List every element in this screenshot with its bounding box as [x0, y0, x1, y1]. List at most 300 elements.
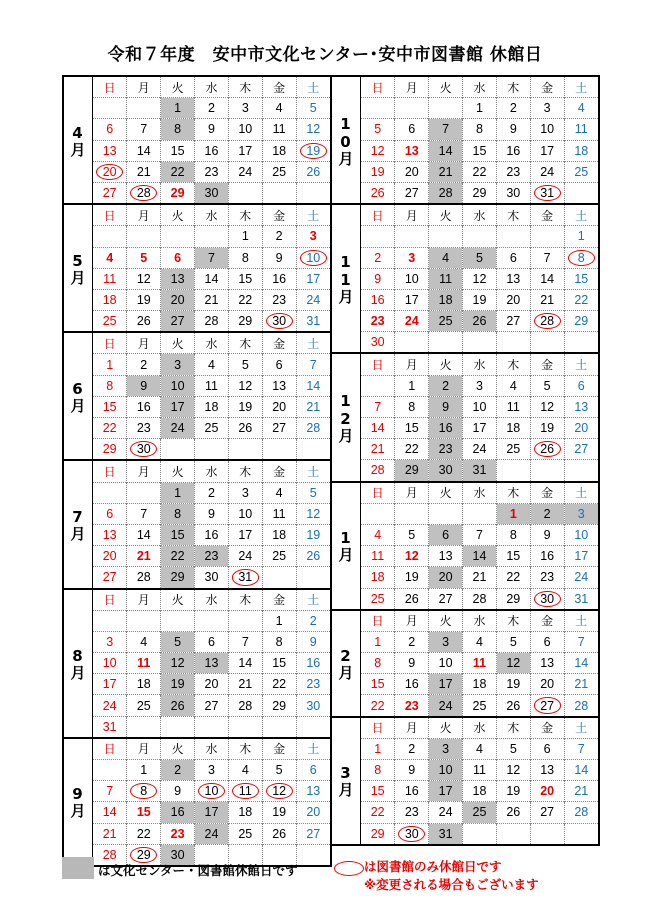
month-block [64, 590, 330, 739]
month-block [64, 461, 330, 589]
day-cell: 8 [463, 119, 497, 140]
day-cell: 16 [496, 140, 530, 161]
day-cell [463, 823, 497, 844]
day-cell: 26 [530, 439, 564, 460]
day-cell: 19 [496, 674, 530, 695]
day-cell: 22 [161, 546, 195, 567]
weekday-header: 月 [127, 739, 161, 760]
day-cell: 1 [564, 226, 598, 247]
weekday-header: 金 [262, 205, 296, 226]
day-cell: 21 [463, 567, 497, 588]
week-row [361, 119, 598, 140]
day-cell: 27 [93, 567, 127, 588]
month-label-text: 2月 [336, 646, 355, 680]
weekday-header: 日 [103, 593, 116, 608]
weekday-header: 日 [103, 336, 116, 351]
day-cell: 27 [530, 802, 564, 823]
day-cell [564, 823, 598, 844]
weekday-header: 水 [463, 77, 497, 98]
week-row [361, 823, 598, 844]
day-cell: 2 [195, 98, 229, 119]
day-cell: 10 [429, 653, 463, 674]
day-cell [395, 226, 429, 247]
weekday-header: 土 [564, 718, 598, 739]
day-cell: 23 [262, 289, 296, 310]
weekday-header: 金 [530, 718, 564, 739]
day-cell [564, 332, 598, 353]
month-block [64, 77, 330, 205]
day-cell: 15 [463, 140, 497, 161]
month-label-text: 4月 [68, 123, 87, 157]
day-cell: 9 [195, 503, 229, 524]
day-cell [127, 610, 161, 631]
day-cell: 30 [429, 460, 463, 481]
day-cell: 11 [564, 119, 598, 140]
day-cell: 4 [195, 354, 229, 375]
day-cell: 5 [161, 631, 195, 652]
weekday-header: 木 [228, 77, 262, 98]
day-cell: 6 [395, 119, 429, 140]
day-cell: 20 [93, 161, 127, 182]
day-cell: 26 [361, 182, 395, 203]
day-cell: 1 [161, 98, 195, 119]
day-cell: 29 [361, 823, 395, 844]
day-cell [262, 716, 296, 737]
calendar-column-left [62, 75, 332, 867]
day-cell: 28 [564, 802, 598, 823]
day-cell [161, 226, 195, 247]
day-cell: 4 [463, 738, 497, 759]
day-cell: 9 [296, 631, 330, 652]
day-cell: 12 [296, 503, 330, 524]
day-cell [296, 439, 330, 460]
week-row [93, 226, 330, 247]
day-cell: 18 [195, 396, 229, 417]
calendar-column-right [330, 75, 600, 846]
day-cell: 29 [564, 311, 598, 332]
month-grid [361, 354, 598, 480]
day-cell [93, 610, 127, 631]
day-cell: 18 [228, 802, 262, 823]
day-cell: 26 [496, 695, 530, 716]
week-row [93, 289, 330, 310]
day-cell [564, 182, 598, 203]
day-cell: 24 [228, 546, 262, 567]
day-cell: 12 [395, 546, 429, 567]
month-label [332, 718, 361, 844]
week-row [93, 695, 330, 716]
week-row [93, 396, 330, 417]
month-grid [361, 483, 598, 609]
month-label-text: 12月 [336, 392, 355, 443]
day-cell: 4 [262, 482, 296, 503]
day-cell: 3 [429, 738, 463, 759]
day-cell: 6 [195, 631, 229, 652]
week-row [361, 289, 598, 310]
month-block [332, 205, 598, 354]
day-cell: 18 [564, 140, 598, 161]
day-cell [127, 98, 161, 119]
day-cell: 26 [296, 546, 330, 567]
day-cell [496, 332, 530, 353]
weekday-header: 火 [429, 354, 463, 375]
month-block [332, 483, 598, 611]
day-cell [262, 439, 296, 460]
day-cell: 17 [296, 268, 330, 289]
day-cell [195, 716, 229, 737]
day-cell: 1 [395, 375, 429, 396]
day-cell: 4 [262, 98, 296, 119]
day-cell: 31 [228, 567, 262, 588]
day-cell: 1 [127, 760, 161, 781]
day-cell: 5 [228, 354, 262, 375]
day-cell: 8 [361, 760, 395, 781]
week-row [361, 439, 598, 460]
day-cell: 27 [161, 311, 195, 332]
day-cell: 30 [296, 695, 330, 716]
day-cell: 17 [429, 781, 463, 802]
day-cell: 20 [93, 546, 127, 567]
week-row [361, 332, 598, 353]
day-cell: 30 [262, 311, 296, 332]
weekday-header: 金 [262, 333, 296, 354]
weekday-header: 金 [262, 461, 296, 482]
day-cell: 2 [361, 247, 395, 268]
day-cell: 21 [564, 781, 598, 802]
day-cell [93, 482, 127, 503]
day-cell: 9 [361, 268, 395, 289]
day-cell: 7 [127, 503, 161, 524]
day-cell: 20 [195, 674, 229, 695]
day-cell: 10 [296, 247, 330, 268]
day-cell: 10 [463, 396, 497, 417]
day-cell: 19 [262, 802, 296, 823]
weekday-header: 日 [103, 742, 116, 757]
day-cell: 6 [161, 247, 195, 268]
weekday-header: 月 [127, 461, 161, 482]
day-cell: 18 [361, 567, 395, 588]
day-cell: 5 [127, 247, 161, 268]
day-cell: 27 [195, 695, 229, 716]
day-cell: 28 [564, 695, 598, 716]
day-cell: 1 [161, 482, 195, 503]
weekday-header: 日 [371, 614, 384, 629]
day-cell [463, 226, 497, 247]
week-row [361, 781, 598, 802]
day-cell: 23 [496, 161, 530, 182]
day-cell [395, 503, 429, 524]
day-cell: 13 [93, 524, 127, 545]
day-cell: 30 [361, 332, 395, 353]
day-cell: 7 [564, 738, 598, 759]
day-cell: 24 [228, 161, 262, 182]
day-cell: 11 [228, 781, 262, 802]
day-cell: 17 [93, 674, 127, 695]
day-cell: 26 [496, 802, 530, 823]
week-row [361, 226, 598, 247]
month-label-text: 10月 [336, 114, 355, 166]
day-cell: 31 [463, 460, 497, 481]
day-cell [530, 332, 564, 353]
weekday-header: 月 [127, 205, 161, 226]
day-cell: 1 [262, 610, 296, 631]
day-cell: 20 [262, 396, 296, 417]
weekday-header: 水 [195, 77, 229, 98]
day-cell: 31 [564, 588, 598, 609]
day-cell: 19 [530, 418, 564, 439]
day-cell: 25 [496, 439, 530, 460]
day-cell: 26 [127, 311, 161, 332]
day-cell: 16 [195, 524, 229, 545]
day-cell: 21 [296, 396, 330, 417]
weekday-header: 水 [463, 205, 497, 226]
weekday-header: 水 [195, 205, 229, 226]
weekday-header: 日 [371, 80, 384, 95]
day-cell: 14 [564, 653, 598, 674]
day-cell: 15 [361, 674, 395, 695]
month-label [64, 461, 93, 587]
day-cell: 19 [496, 781, 530, 802]
day-cell: 23 [296, 674, 330, 695]
week-row [93, 503, 330, 524]
day-cell: 4 [127, 631, 161, 652]
day-cell: 6 [530, 738, 564, 759]
day-cell: 7 [530, 247, 564, 268]
day-cell: 15 [161, 140, 195, 161]
day-cell: 8 [228, 247, 262, 268]
day-cell: 29 [496, 588, 530, 609]
week-row [361, 631, 598, 652]
day-cell: 17 [463, 418, 497, 439]
day-cell [195, 439, 229, 460]
day-cell: 2 [127, 354, 161, 375]
day-cell: 12 [463, 268, 497, 289]
week-row [361, 674, 598, 695]
month-grid [93, 461, 330, 587]
week-row [93, 311, 330, 332]
day-cell: 13 [530, 653, 564, 674]
day-cell: 3 [530, 98, 564, 119]
page-title: 令和７年度 安中市文化センター･安中市図書館 休館日 [107, 45, 543, 65]
day-cell: 11 [262, 119, 296, 140]
weekday-header: 金 [530, 205, 564, 226]
week-row [93, 823, 330, 844]
weekday-header: 土 [296, 77, 330, 98]
day-cell: 30 [195, 182, 229, 203]
day-cell: 25 [361, 588, 395, 609]
month-grid [93, 739, 330, 865]
day-cell: 10 [161, 375, 195, 396]
day-cell: 14 [195, 268, 229, 289]
day-cell: 15 [361, 781, 395, 802]
day-cell: 17 [395, 289, 429, 310]
day-cell [564, 460, 598, 481]
day-cell: 22 [127, 823, 161, 844]
weekday-header: 土 [564, 354, 598, 375]
day-cell: 11 [93, 268, 127, 289]
legend [62, 853, 582, 903]
week-row [93, 140, 330, 161]
day-cell [195, 226, 229, 247]
day-cell: 5 [361, 119, 395, 140]
day-cell: 7 [195, 247, 229, 268]
month-label [64, 77, 93, 203]
week-row [361, 418, 598, 439]
day-cell: 17 [429, 674, 463, 695]
day-cell [361, 98, 395, 119]
day-cell [361, 375, 395, 396]
weekday-header: 土 [296, 461, 330, 482]
day-cell: 21 [361, 439, 395, 460]
weekday-header: 日 [371, 486, 384, 501]
day-cell: 25 [429, 311, 463, 332]
weekday-header: 土 [296, 205, 330, 226]
day-cell [93, 226, 127, 247]
day-cell: 14 [361, 418, 395, 439]
day-cell: 9 [395, 760, 429, 781]
day-cell: 20 [161, 289, 195, 310]
day-cell: 7 [361, 396, 395, 417]
day-cell: 6 [93, 503, 127, 524]
week-row [361, 738, 598, 759]
day-cell: 28 [429, 182, 463, 203]
month-block [64, 333, 330, 461]
weekday-header: 木 [496, 77, 530, 98]
day-cell: 4 [93, 247, 127, 268]
day-cell: 6 [296, 760, 330, 781]
weekday-header: 日 [103, 80, 116, 95]
week-row [93, 653, 330, 674]
day-cell: 21 [530, 289, 564, 310]
day-cell: 28 [195, 311, 229, 332]
day-cell: 21 [228, 674, 262, 695]
day-cell: 16 [296, 653, 330, 674]
day-cell: 3 [93, 631, 127, 652]
day-cell: 16 [361, 289, 395, 310]
day-cell: 19 [296, 524, 330, 545]
weekday-header: 月 [395, 205, 429, 226]
day-cell [429, 226, 463, 247]
weekday-header: 火 [161, 461, 195, 482]
weekday-header: 日 [371, 721, 384, 736]
day-cell: 22 [161, 161, 195, 182]
month-label-text: 11月 [336, 253, 355, 305]
day-cell: 3 [429, 631, 463, 652]
day-cell: 22 [228, 289, 262, 310]
day-cell [530, 226, 564, 247]
day-cell: 6 [564, 375, 598, 396]
day-cell: 20 [429, 567, 463, 588]
day-cell: 14 [429, 140, 463, 161]
day-cell: 31 [296, 311, 330, 332]
day-cell: 18 [93, 289, 127, 310]
week-row [93, 418, 330, 439]
legend-circle-note: は図書館のみ休館日です [364, 859, 502, 874]
weekday-header: 火 [161, 333, 195, 354]
day-cell: 17 [564, 546, 598, 567]
day-cell: 6 [429, 524, 463, 545]
week-row [93, 439, 330, 460]
day-cell: 30 [530, 588, 564, 609]
day-cell: 13 [564, 396, 598, 417]
weekday-header: 火 [161, 77, 195, 98]
day-cell: 8 [564, 247, 598, 268]
weekday-header: 金 [262, 77, 296, 98]
red-circle-swatch [334, 861, 364, 876]
day-cell: 9 [496, 119, 530, 140]
day-cell: 16 [195, 140, 229, 161]
day-cell: 9 [262, 247, 296, 268]
day-cell: 11 [262, 503, 296, 524]
day-cell [228, 610, 262, 631]
weekday-header: 木 [228, 333, 262, 354]
month-block [64, 739, 330, 865]
week-row [361, 695, 598, 716]
week-row [361, 760, 598, 781]
day-cell: 8 [93, 375, 127, 396]
day-cell [127, 482, 161, 503]
week-row [361, 182, 598, 203]
day-cell: 29 [161, 567, 195, 588]
weekday-header: 木 [496, 718, 530, 739]
day-cell: 30 [161, 844, 195, 865]
day-cell: 29 [262, 695, 296, 716]
day-cell [127, 226, 161, 247]
day-cell: 6 [262, 354, 296, 375]
day-cell: 25 [262, 546, 296, 567]
day-cell: 20 [530, 674, 564, 695]
weekday-header: 土 [564, 611, 598, 632]
week-row [361, 653, 598, 674]
day-cell [161, 610, 195, 631]
day-cell: 24 [395, 311, 429, 332]
day-cell: 26 [262, 823, 296, 844]
day-cell: 14 [564, 760, 598, 781]
day-cell: 30 [496, 182, 530, 203]
day-cell: 13 [195, 653, 229, 674]
weekday-header: 月 [395, 354, 429, 375]
day-cell: 15 [127, 802, 161, 823]
day-cell: 13 [395, 140, 429, 161]
month-block [332, 718, 598, 844]
day-cell: 7 [463, 524, 497, 545]
day-cell: 26 [463, 311, 497, 332]
day-cell: 17 [228, 524, 262, 545]
week-row [93, 567, 330, 588]
day-cell: 15 [93, 396, 127, 417]
month-label [332, 354, 361, 480]
weekday-header: 木 [496, 354, 530, 375]
weekday-header: 火 [429, 483, 463, 504]
week-row [361, 567, 598, 588]
day-cell: 15 [564, 268, 598, 289]
weekday-header: 木 [496, 205, 530, 226]
day-cell: 29 [395, 460, 429, 481]
day-cell [228, 182, 262, 203]
day-cell: 29 [161, 182, 195, 203]
day-cell: 19 [127, 289, 161, 310]
day-cell: 16 [395, 781, 429, 802]
day-cell: 1 [463, 98, 497, 119]
weekday-header: 金 [530, 483, 564, 504]
month-label-text: 8月 [68, 646, 87, 680]
week-row [93, 482, 330, 503]
day-cell: 13 [496, 268, 530, 289]
weekday-header: 火 [429, 77, 463, 98]
month-label [64, 739, 93, 865]
day-cell: 19 [395, 567, 429, 588]
day-cell: 3 [228, 482, 262, 503]
